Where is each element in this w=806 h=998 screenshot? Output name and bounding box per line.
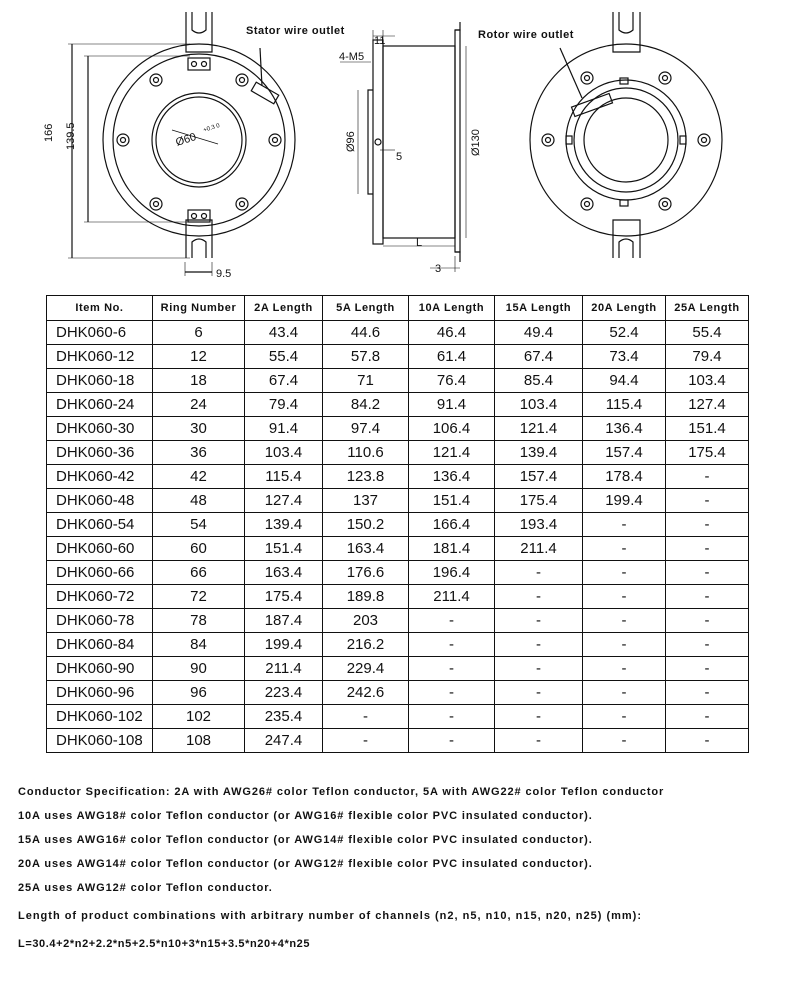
conductor-notes (18, 780, 798, 900)
table-cell: 127.4 (245, 489, 323, 513)
table-cell: - (666, 609, 749, 633)
dim-bore-60: Ø60 (174, 131, 198, 149)
table-cell: 55.4 (245, 345, 323, 369)
table-row (47, 345, 749, 369)
table-cell: - (666, 729, 749, 753)
table-row (47, 441, 749, 465)
table-row (47, 681, 749, 705)
table-row (47, 561, 749, 585)
table-cell: 193.4 (495, 513, 583, 537)
table-cell: 97.4 (323, 417, 409, 441)
table-cell: 115.4 (583, 393, 666, 417)
table-cell: 166.4 (409, 513, 495, 537)
table-cell: - (583, 729, 666, 753)
table-cell: 137 (323, 489, 409, 513)
table-cell: - (409, 609, 495, 633)
table-cell: 79.4 (245, 393, 323, 417)
table-cell: 103.4 (245, 441, 323, 465)
table-cell: 123.8 (323, 465, 409, 489)
table-cell: 24 (153, 393, 245, 417)
table-cell: 43.4 (245, 321, 323, 345)
table-cell: 49.4 (495, 321, 583, 345)
table-cell: 139.4 (495, 441, 583, 465)
table-cell: - (409, 657, 495, 681)
table-cell: 199.4 (245, 633, 323, 657)
table-row (47, 633, 749, 657)
table-cell: 163.4 (323, 537, 409, 561)
dim-9-5: 9.5 (216, 268, 232, 280)
note-line: 10A uses AWG18# color Teflon conductor (or AWG16# flexible color PVC insulated conductor). (18, 810, 593, 822)
table-cell: 196.4 (409, 561, 495, 585)
table-cell: - (495, 705, 583, 729)
table-cell: 67.4 (245, 369, 323, 393)
length-spec-table (46, 295, 749, 753)
table-cell: - (583, 609, 666, 633)
table-cell: 216.2 (323, 633, 409, 657)
table-cell: - (666, 489, 749, 513)
table-cell: - (666, 657, 749, 681)
item-number-cell: DHK060-48 (47, 489, 153, 513)
item-number-cell: DHK060-36 (47, 441, 153, 465)
item-number-cell: DHK060-96 (47, 681, 153, 705)
table-cell: 211.4 (245, 657, 323, 681)
table-cell: 18 (153, 369, 245, 393)
table-cell: 61.4 (409, 345, 495, 369)
table-cell: - (323, 729, 409, 753)
table-row (47, 465, 749, 489)
table-cell: 57.8 (323, 345, 409, 369)
table-cell: 79.4 (666, 345, 749, 369)
table-cell: 235.4 (245, 705, 323, 729)
table-cell: 175.4 (666, 441, 749, 465)
header-cell: 20A Length (583, 296, 666, 321)
table-row (47, 369, 749, 393)
table-cell: 66 (153, 561, 245, 585)
header-cell: 2A Length (245, 296, 323, 321)
dim-166: 166 (43, 123, 55, 142)
item-number-cell: DHK060-24 (47, 393, 153, 417)
formula-label: Length of product combinations with arbitrary number of channels (n2, n5, n10, n15, n20, n25) (mm): (18, 910, 643, 922)
item-number-cell: DHK060-30 (47, 417, 153, 441)
table-row (47, 321, 749, 345)
item-number-cell: DHK060-102 (47, 705, 153, 729)
header-cell: 10A Length (409, 296, 495, 321)
table-cell: 108 (153, 729, 245, 753)
table-cell: 151.4 (409, 489, 495, 513)
table-cell: 151.4 (666, 417, 749, 441)
table-cell: - (666, 705, 749, 729)
table-cell: - (409, 729, 495, 753)
table-cell: 52.4 (583, 321, 666, 345)
item-number-cell: DHK060-6 (47, 321, 153, 345)
table-cell: 176.6 (323, 561, 409, 585)
table-cell: 110.6 (323, 441, 409, 465)
dim-3: 3 (435, 263, 442, 275)
table-cell: 121.4 (409, 441, 495, 465)
table-cell: - (495, 681, 583, 705)
item-number-cell: DHK060-66 (47, 561, 153, 585)
table-cell: 85.4 (495, 369, 583, 393)
table-cell: - (583, 513, 666, 537)
table-cell: - (583, 657, 666, 681)
table-cell: - (409, 681, 495, 705)
table-cell: 91.4 (245, 417, 323, 441)
table-cell: 106.4 (409, 417, 495, 441)
table-cell: - (583, 705, 666, 729)
table-cell: 36 (153, 441, 245, 465)
table-cell: 139.4 (245, 513, 323, 537)
dim-length-l: L (416, 237, 423, 249)
table-row (47, 585, 749, 609)
table-cell: 187.4 (245, 609, 323, 633)
table-cell: 84 (153, 633, 245, 657)
table-cell: - (666, 561, 749, 585)
item-number-cell: DHK060-72 (47, 585, 153, 609)
table-cell: 151.4 (245, 537, 323, 561)
dim-139-5: 139.5 (65, 122, 77, 150)
technical-drawing (0, 0, 806, 290)
table-cell: 55.4 (666, 321, 749, 345)
dim-11: 11 (374, 35, 386, 47)
table-row (47, 489, 749, 513)
table-cell: 76.4 (409, 369, 495, 393)
table-cell: 136.4 (409, 465, 495, 489)
note-line: Conductor Specification: 2A with AWG26# color Teflon conductor, 5A with AWG22# color Teflon conductor (18, 786, 665, 798)
table-cell: 72 (153, 585, 245, 609)
table-cell: 121.4 (495, 417, 583, 441)
table-row (47, 609, 749, 633)
table-cell: - (583, 633, 666, 657)
rotor-wire-outlet-label: Rotor wire outlet (478, 29, 574, 41)
table-row (47, 729, 749, 753)
item-number-cell: DHK060-42 (47, 465, 153, 489)
table-cell: 211.4 (409, 585, 495, 609)
table-cell: 78 (153, 609, 245, 633)
table-cell: 115.4 (245, 465, 323, 489)
table-cell: - (495, 609, 583, 633)
table-cell: - (666, 681, 749, 705)
note-line: 25A uses AWG12# color Teflon conductor. (18, 882, 273, 894)
header-cell: 5A Length (323, 296, 409, 321)
table-cell: 67.4 (495, 345, 583, 369)
table-cell: 189.8 (323, 585, 409, 609)
table-cell: 150.2 (323, 513, 409, 537)
table-cell: 247.4 (245, 729, 323, 753)
table-cell: 157.4 (583, 441, 666, 465)
table-cell: 12 (153, 345, 245, 369)
dim-bore-60-tolerance: +0.3 0 (202, 122, 221, 134)
dim-96: Ø96 (345, 131, 357, 152)
table-row (47, 537, 749, 561)
length-formula: L=30.4+2*n2+2.2*n5+2.5*n10+3*n15+3.5*n20+4*n25 (18, 938, 311, 950)
header-cell: 25A Length (666, 296, 749, 321)
table-cell: 229.4 (323, 657, 409, 681)
item-number-cell: DHK060-60 (47, 537, 153, 561)
table-cell: 44.6 (323, 321, 409, 345)
table-cell: 103.4 (666, 369, 749, 393)
table-cell: - (666, 513, 749, 537)
table-cell: 175.4 (495, 489, 583, 513)
table-row (47, 513, 749, 537)
item-number-cell: DHK060-90 (47, 657, 153, 681)
table-cell: - (583, 537, 666, 561)
table-body (47, 321, 749, 753)
table-cell: 157.4 (495, 465, 583, 489)
table-cell: 84.2 (323, 393, 409, 417)
table-cell: - (495, 729, 583, 753)
table-cell: 163.4 (245, 561, 323, 585)
table-cell: 46.4 (409, 321, 495, 345)
table-cell: - (495, 585, 583, 609)
item-number-cell: DHK060-108 (47, 729, 153, 753)
table-cell: - (495, 657, 583, 681)
table-cell: 54 (153, 513, 245, 537)
table-row (47, 705, 749, 729)
header-cell: Item No. (47, 296, 153, 321)
item-number-cell: DHK060-84 (47, 633, 153, 657)
dim-5: 5 (396, 151, 403, 163)
table-cell: 73.4 (583, 345, 666, 369)
note-line: 15A uses AWG16# color Teflon conductor (or AWG14# flexible color PVC insulated conductor). (18, 834, 593, 846)
table-cell: - (583, 561, 666, 585)
table-cell: 175.4 (245, 585, 323, 609)
item-number-cell: DHK060-18 (47, 369, 153, 393)
table-cell: 42 (153, 465, 245, 489)
table-cell: 199.4 (583, 489, 666, 513)
item-number-cell: DHK060-12 (47, 345, 153, 369)
table-cell: 60 (153, 537, 245, 561)
table-cell: 223.4 (245, 681, 323, 705)
table-cell: - (666, 537, 749, 561)
stator-wire-outlet-label: Stator wire outlet (246, 25, 345, 37)
table-cell: 102 (153, 705, 245, 729)
table-cell: - (583, 585, 666, 609)
dim-4-m5: 4-M5 (339, 51, 365, 63)
dim-130: Ø130 (470, 129, 482, 156)
table-cell: 203 (323, 609, 409, 633)
header-cell: 15A Length (495, 296, 583, 321)
table-cell: 181.4 (409, 537, 495, 561)
table-cell: - (323, 705, 409, 729)
table-row (47, 393, 749, 417)
table-cell: 71 (323, 369, 409, 393)
table-cell: - (666, 465, 749, 489)
table-cell: - (583, 681, 666, 705)
note-line: 20A uses AWG14# color Teflon conductor (or AWG12# flexible color PVC insulated conductor). (18, 858, 593, 870)
table-cell: - (495, 633, 583, 657)
table-cell: 136.4 (583, 417, 666, 441)
table-cell: 6 (153, 321, 245, 345)
table-cell: 90 (153, 657, 245, 681)
table-cell: 96 (153, 681, 245, 705)
header-cell: Ring Number (153, 296, 245, 321)
table-header-row (47, 296, 749, 321)
table-cell: - (666, 633, 749, 657)
item-number-cell: DHK060-54 (47, 513, 153, 537)
table-row (47, 417, 749, 441)
table-cell: - (409, 633, 495, 657)
table-cell: 48 (153, 489, 245, 513)
table-row (47, 657, 749, 681)
table-cell: 127.4 (666, 393, 749, 417)
table-cell: - (495, 561, 583, 585)
table-cell: 91.4 (409, 393, 495, 417)
table-cell: 103.4 (495, 393, 583, 417)
table-cell: 178.4 (583, 465, 666, 489)
item-number-cell: DHK060-78 (47, 609, 153, 633)
table-cell: 30 (153, 417, 245, 441)
table-cell: 211.4 (495, 537, 583, 561)
table-cell: 242.6 (323, 681, 409, 705)
rotor-front-view (530, 12, 722, 258)
table-cell: - (409, 705, 495, 729)
table-cell: - (666, 585, 749, 609)
table-cell: 94.4 (583, 369, 666, 393)
